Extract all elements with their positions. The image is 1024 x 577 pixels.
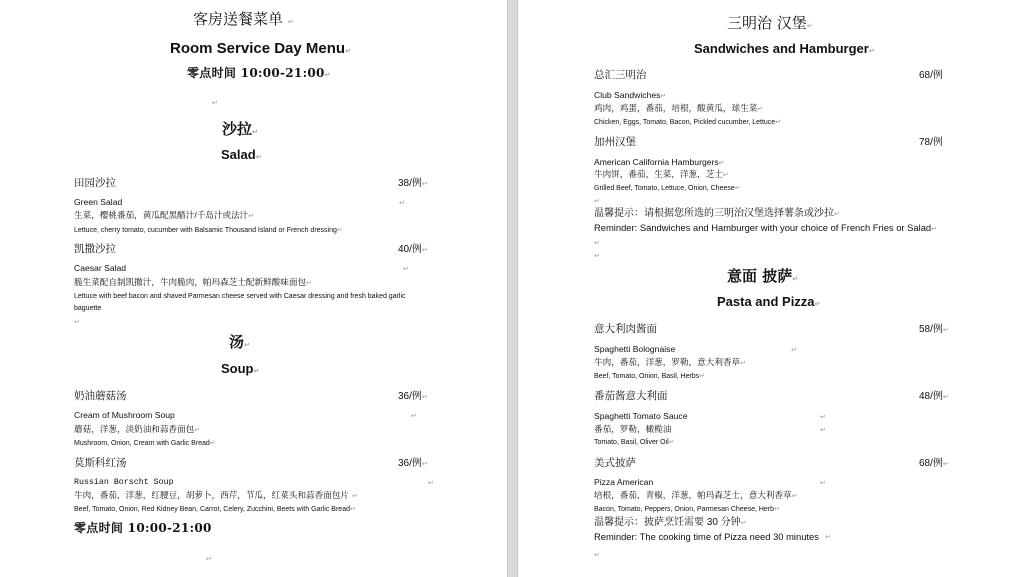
menu-item-desc-en: Lettuce, cherry tomato, cucumber with Balsamic Thousand Island or French dressing ↵ — [74, 226, 343, 235]
document-page-left — [0, 0, 507, 577]
paragraph-mark — [212, 99, 218, 107]
pizza-tip-en: Reminder: The cooking time of Pizza need 30 minutes — [594, 531, 819, 542]
sandwich-title-en: Sandwiches and Hamburger ↵ — [694, 42, 875, 57]
menu-item-price: 48/例 ↵ — [919, 391, 949, 403]
menu-item-name-en: Caesar Salad — [74, 263, 127, 273]
paragraph-mark — [791, 346, 797, 354]
paragraph-mark — [594, 252, 600, 260]
pizza-tip-cn: 温馨提示：披萨烹饪需要 30 分钟 ↵ — [594, 517, 747, 529]
menu-item-name: 加州汉堡 — [594, 136, 636, 148]
menu-item-name: 田园沙拉 — [74, 177, 116, 189]
footer-service-hours: 零点时间 10:00-21:00 — [74, 521, 212, 535]
menu-item-desc-cn: 蘑菇，洋葱，淡奶油和蒜香面包 ↵ — [74, 425, 200, 435]
menu-item-desc-cn: 牛肉饼，番茄，生菜，洋葱，芝士 ↵ — [594, 170, 729, 180]
menu-item-price: 78/例 — [919, 137, 943, 148]
soup-title-cn: 汤 ↵ — [229, 334, 250, 351]
paragraph-mark — [820, 426, 826, 434]
menu-item-name: 番茄酱意大利面 — [594, 390, 668, 402]
service-hours: 零点时间 10:00-21:00 ↵ — [187, 67, 331, 81]
paragraph-mark — [594, 239, 600, 247]
menu-item-desc-en: Beef, Tomato, Onion, Basil, Herbs ↵ — [594, 372, 705, 381]
menu-item-price: 38/例 ↵ — [398, 178, 428, 190]
menu-title-cn: 客房送餐菜单 ↵ — [193, 11, 294, 28]
menu-item-name: 凯撒沙拉 — [74, 243, 116, 255]
menu-item-name-en: Spaghetti Tomato Sauce — [594, 411, 688, 421]
menu-item-desc-en: Chicken, Eggs, Tomato, Bacon, Pickled cucumber, Lettuce ↵ — [594, 118, 781, 127]
sandwich-title-cn: 三明治 汉堡 ↵ — [727, 15, 813, 32]
pasta-title-cn: 意面 披萨 ↵ — [727, 268, 798, 285]
menu-item-desc-cn: 生菜，樱桃番茄，黄瓜配黑醋汁/千岛汁或法汁 ↵ — [74, 211, 254, 221]
menu-item-price: 36/例 ↵ — [398, 391, 428, 403]
paragraph-mark — [403, 265, 409, 273]
menu-item-price: 58/例 ↵ — [919, 324, 949, 336]
paragraph-mark — [411, 412, 417, 420]
paragraph-mark — [820, 479, 826, 487]
paragraph-mark — [399, 199, 405, 207]
paragraph-mark — [206, 555, 212, 563]
page-gutter — [507, 0, 518, 577]
menu-item-name-en: Club Sandwiches ↵ — [594, 91, 666, 101]
menu-item-desc-cn: 脆生菜配自制凯撒汁，牛肉脆肉，帕玛森芝士配新鲜酸味面包 ↵ — [74, 278, 312, 288]
menu-item-desc-cn: 培根，番茄，青椒，洋葱，帕玛森芝士，意大利香草 ↵ — [594, 491, 798, 501]
menu-item-name: 奶油蘑菇汤 — [74, 390, 127, 402]
salad-title-cn: 沙拉 ↵ — [222, 121, 258, 138]
sandwich-tip-en: Reminder: Sandwiches and Hamburger with your choice of French Fries or Salad ↵ — [594, 223, 937, 234]
paragraph-mark — [820, 413, 826, 421]
menu-item-desc-cn: 番茄，罗勒，橄榄油 — [594, 424, 672, 434]
menu-item-desc-en: Mushroom, Onion, Cream with Garlic Bread ↵ — [74, 439, 216, 448]
menu-item-name-en: American California Hamburgers ↵ — [594, 158, 725, 168]
document-page-right — [518, 0, 1024, 577]
menu-item-desc-en: Grilled Beef, Tomato, Lettuce, Onion, Cheese ↵ — [594, 184, 741, 193]
menu-item-price: 36/例 ↵ — [398, 458, 428, 470]
menu-item-desc-en: baguette — [74, 305, 102, 312]
menu-item-name-en: Spaghetti Bolognaise — [594, 344, 676, 354]
menu-item-desc-en: Tomato, Basil, Oliver Oil ↵ — [594, 438, 675, 447]
menu-item-price: 68/例 ↵ — [919, 458, 949, 470]
menu-item-name: 莫斯科红汤 — [74, 457, 127, 469]
menu-item-desc-cn: 牛肉，番茄，洋葱，红腰豆，胡萝卜，西芹，节瓜，红菜头和蒜香面包片 — [74, 490, 350, 500]
menu-item-desc-cn: 牛肉，番茄，洋葱，罗勒，意大利香草 ↵ — [594, 358, 746, 368]
menu-item-desc-en: Lettuce with beef bacon and shaved Parmesan cheese served with Caesar dressing and fresh baked garlic — [74, 293, 406, 300]
menu-item-name: 总汇三明治 — [594, 69, 647, 81]
paragraph-mark — [428, 479, 434, 487]
menu-item-name-en: Russian Borscht Soup — [74, 478, 174, 487]
menu-item-price: 68/例 — [919, 70, 943, 81]
pasta-title-en: Pasta and Pizza ↵ — [717, 295, 820, 310]
menu-item-desc-en: Beef, Tomato, Onion, Red Kidney Bean, Carrot, Celery, Zucchini, Beets with Garlic Bread ↵ — [74, 505, 356, 514]
menu-title-en: Room Service Day Menu ↵ — [170, 40, 351, 57]
menu-item-name: 意大利肉酱面 — [594, 323, 657, 335]
menu-item-name-en: Cream of Mushroom Soup — [74, 410, 175, 420]
paragraph-mark — [352, 492, 358, 500]
soup-title-en: Soup ↵ — [221, 362, 259, 377]
paragraph-mark — [594, 551, 600, 559]
sandwich-tip-cn: 温馨提示：请根据您所选的三明治汉堡选择薯条或沙拉 ↵ — [594, 208, 840, 220]
menu-item-name-en: Pizza American — [594, 477, 654, 487]
salad-title-en: Salad ↵ — [221, 148, 262, 163]
menu-item-name: 美式披萨 — [594, 457, 636, 469]
menu-item-desc-en: Bacon, Tomato, Peppers, Onion, Parmesan Cheese, Herb ↵ — [594, 505, 780, 514]
paragraph-mark — [825, 533, 831, 541]
paragraph-mark — [594, 197, 600, 205]
menu-item-price: 40/例 ↵ — [398, 244, 428, 256]
menu-item-desc-cn: 鸡肉，鸡蛋，番茄，培根，酸黄瓜，球生菜 ↵ — [594, 104, 763, 114]
menu-item-name-en: Green Salad — [74, 197, 123, 207]
paragraph-mark — [74, 318, 80, 326]
